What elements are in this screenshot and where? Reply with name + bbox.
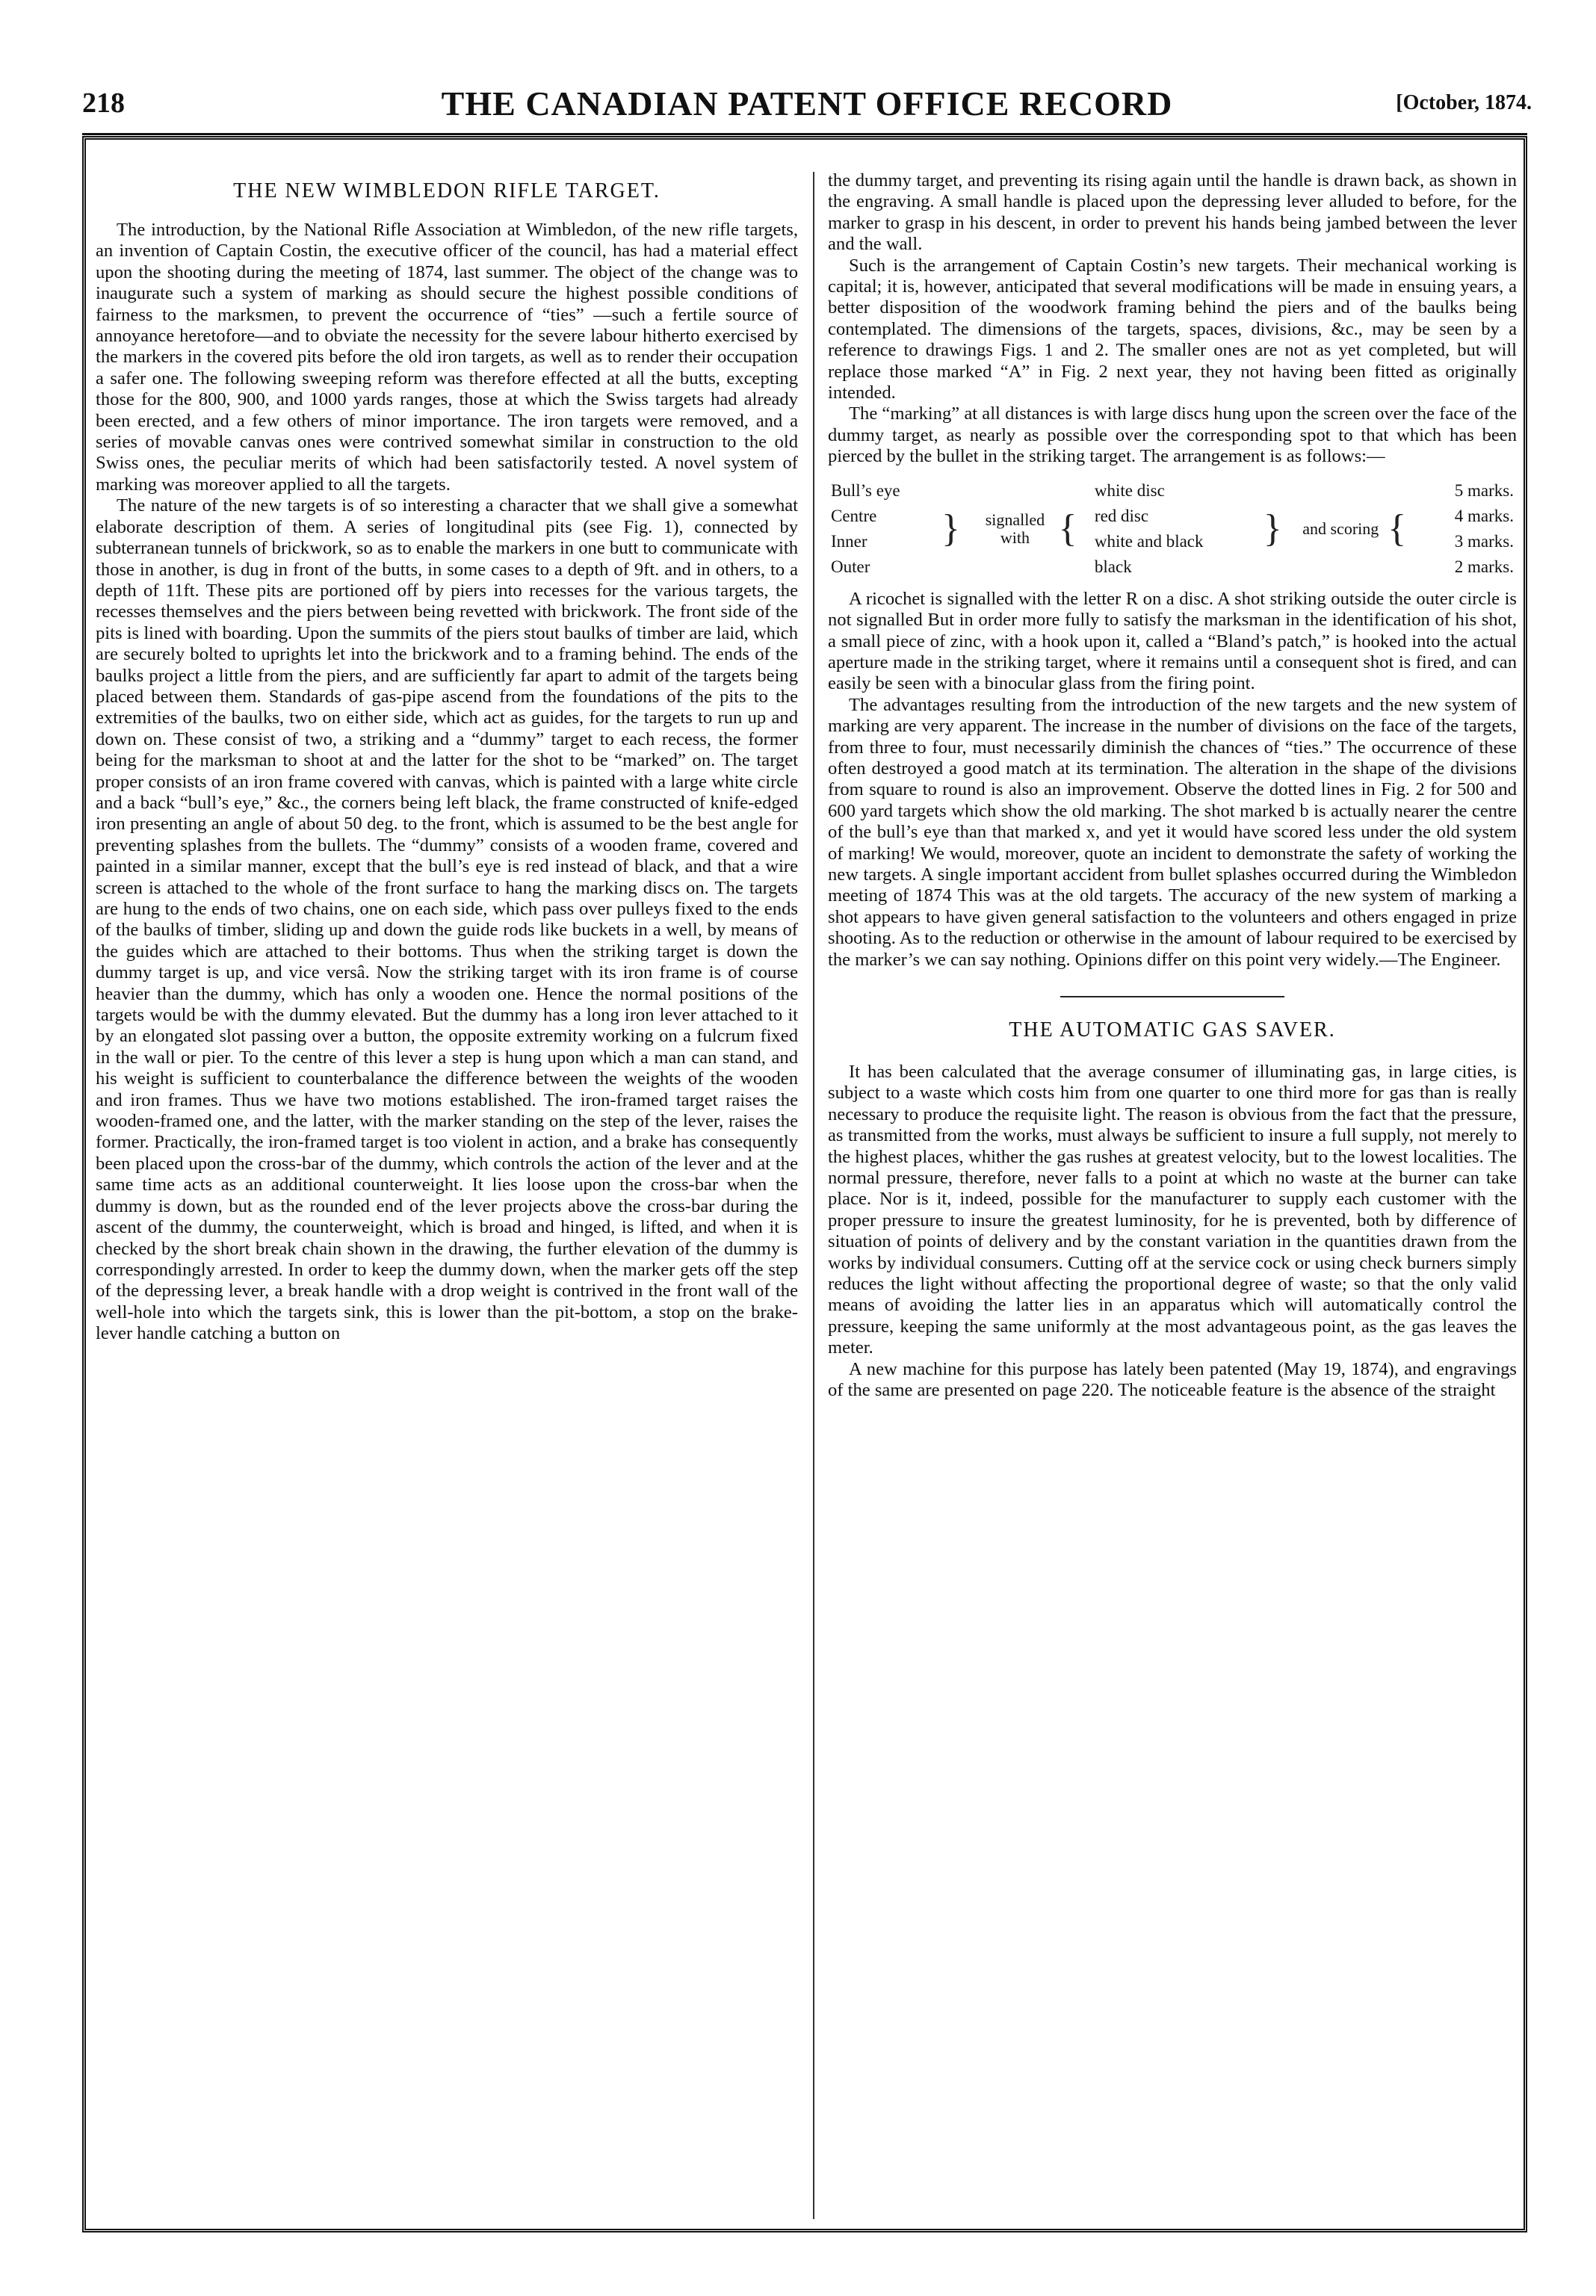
brace-icon: {	[1388, 507, 1407, 550]
article-title-gas-saver: THE AUTOMATIC GAS SAVER.	[1009, 1018, 1336, 1042]
issue-date: [October, 1874.	[1396, 91, 1532, 114]
target-zone: Inner	[831, 531, 867, 551]
paragraph: The advantages resulting from the introduction of the new targets and the new system of marking are very apparent. The increase in the number of divisions on the face of the targets, from three to four, must necessarily diminish the chances of “ties.” The occurrence of these often destroyed a good match at its termination. The alteration in the shape of the divisions from square to round is also an improvement. Observe the dotted lines in Fig. 2 for 500 and 600 yard targets which show the old marking. The shot marked b is actually nearer the centre of the bull’s eye than that marked x, and yet it would have scored less under the old system of marking! We would, moreover, quote an incident to demonstrate the safety of working the new targets. A single important accident from bullet splashes occurred during the Wimbledon meeting of 1874 This was at the old targets. The accuracy of the new system of marking a shot appears to have given general satisfaction to the volunteers and others engaged in prize shooting. As to the reduction or otherwise in the amount of labour required to be exercised by the marker’s we can say nothing. Opinions differ on this point very widely.—The Engineer.	[828, 694, 1517, 970]
signalled-with-label: signalled with	[985, 510, 1045, 547]
paragraph: The nature of the new targets is of so interesting a character that we shall give a somewhat elaborate description of them. A series of longitudinal pits (see Fig. 1), connected by subterranean tunnels of brickwork, so as to enable the markers in one butt to communicate with those in another, is dug in front of the butts, in some cases to a depth of 9ft. and in others, to a depth of 11ft. These pits are portioned off by piers into recesses for the various targets, the recesses themselves and the piers between being revetted with brickwork. The front side of the pits is lined with boarding. Upon the summits of the piers stout baulks of timber are laid, which are securely bolted to uprights let into the brickwork and to a framing behind. The ends of the baulks project a little from the piers, and are sufficiently far apart to admit of the targets being placed between them. Standards of gas-pipe ascend from the foundations of the pits to the extremities of the baulks, two on either side, which act as guides, for the targets to run up and down on. These consist of two, a striking and a “dummy” target to each recess, the former being for the marksman to shoot at and the latter for the shot to be “marked” on. The target proper consists of an iron frame covered with canvas, which is painted with a large white circle and a back “bull’s eye,” &c., the corners being left black, the frame constructed of knife-edged iron presenting an angle of about 50 deg. to the front, which is assumed to be the best angle for preventing splashes from the bullets. The “dummy” consists of a wooden frame, covered and painted in a similar manner, except that the bull’s eye is red instead of black, and that a wire screen is attached to the whole of the front surface to hang the marking discs on. The targets are hung to the ends of two chains, one on each side, which pass over pulleys fixed to the ends of the baulks of timber, sliding up and down the guide rods like buckets in a well, by means of the guides which are attached to their bottoms. Thus when the striking target is down the dummy target is up, and vice versâ. Now the striking target with its iron frame is of course heavier than the dummy, which has only a wooden one. Hence the normal positions of the targets would be with the dummy elevated. But the dummy has a long iron lever attached to it by an elongated slot passing over a button, the opposite extremity working on a fulcrum fixed in the wall or pier. To the centre of this lever a step is hung upon which a man can stand, and his weight is sufficient to counterbalance the difference between the weights of the wooden and iron frames. Thus we have two motions established. The iron-framed target raises the wooden-framed one, and the latter, with the marker standing on the step of the lever, raises the former. Practically, the iron-framed target is too violent in action, and a brake has consequently been placed upon the cross-bar of the dummy, which controls the action of the lever and at the same time acts as an additional counterweight. It lies loose upon the cross-bar when the dummy is down, but as the rounded end of the lever projects above the cross-bar during the ascent of the dummy, the counterweight, which is broad and hinged, is lifted, and when it is checked by the short break chain shown in the drawing, the further elevation of the dummy is correspondingly arrested. In order to keep the dummy down, when the marker gets off the step of the depressing lever, a break handle with a drop weight is contrived in the front wall of the well-hole into which the targets sink, this is lower than the pit-bottom, a stop on the brake-lever handle catching a button on	[96, 495, 798, 1344]
paragraph: The “marking” at all distances is with large discs hung upon the screen over the face of the dummy target, as nearly as possible over the corresponding spot to that which has been pierced by the bullet in the striking target. The arrangement is as follows:—	[828, 403, 1517, 467]
disc-type: black	[1094, 557, 1132, 576]
disc-type: white disc	[1094, 480, 1165, 500]
journal-title: THE CANADIAN PATENT OFFICE RECORD	[441, 84, 1173, 123]
target-zone: Bull’s eye	[831, 480, 900, 500]
column-divider	[813, 172, 814, 2219]
table-row	[828, 478, 1517, 504]
brace-icon: }	[941, 507, 960, 550]
score: 5 marks.	[1454, 480, 1514, 500]
target-zone: Outer	[831, 557, 870, 576]
section-divider	[1060, 996, 1284, 997]
score: 4 marks.	[1454, 506, 1514, 525]
page-number: 218	[82, 87, 125, 119]
article-title-wimbledon: THE NEW WIMBLEDON RIFLE TARGET.	[233, 179, 661, 202]
right-column	[828, 170, 1517, 2218]
and-scoring-label: and scoring	[1302, 519, 1379, 538]
left-column	[96, 170, 798, 2218]
score: 3 marks.	[1454, 531, 1514, 551]
disc-type: red disc	[1094, 506, 1149, 525]
brace-icon: {	[1058, 507, 1077, 550]
score: 2 marks.	[1454, 557, 1514, 576]
running-head	[82, 84, 1532, 129]
paragraph: the dummy target, and preventing its rising again until the handle is drawn back, as shown in the engraving. A small handle is placed upon the depressing lever alluded to before, for the marker to grasp in his descent, in order to prevent his hands being jambed between the lever and the wall.	[828, 170, 1517, 255]
target-zone: Centre	[831, 506, 877, 525]
paragraph: It has been calculated that the average consumer of illuminating gas, in large cities, is subject to a waste which costs him from one quarter to one third more for gas than is really necessary to produce the requisite light. The reason is obvious from the fact that the pressure, as transmitted from the works, must always be sufficient to insure a full supply, not merely to the highest places, whither the gas rushes at greatest velocity, but to the lowest localities. The normal pressure, therefore, never falls to a point at which no waste at the burner can take place. Nor is it, indeed, possible for the manufacturer to supply each customer with the proper pressure to insure the greatest luminosity, for he is prevented, both by difference of situation of points of delivery and by the constant variation in the quantities drawn from the works by individual consumers. Cutting off at the service cock or using check burners simply reduces the light without affecting the proportional degree of waste; so that the only valid means of avoiding the latter lies in an apparatus which will automatically control the pressure, keeping the same uniformly at the most advantageous point, as the gas leaves the meter.	[828, 1062, 1517, 1358]
header-rule	[82, 133, 1527, 135]
paragraph: The introduction, by the National Rifle Association at Wimbledon, of the new rifle targets, an invention of Captain Costin, the executive officer of the council, has had a material effect upon the shooting during the meeting of 1874, last summer. The object of the change was to inaugurate such a system of marking as should secure the highest possible conditions of fairness to the marksmen, to prevent the occurrence of “ties” —such a fertile source of annoyance heretofore—and to obviate the necessity for the severe labour hitherto exercised by the markers in the covered pits before the old iron targets, as well as to render their occupation a safer one. The following sweeping reform was therefore effected at all the butts, excepting those for the 800, 900, and 1000 yards ranges, those at which the Swiss targets had already been erected, and a few others of minor importance. The iron targets were removed, and a series of movable canvas ones were contrived somewhat similar in construction to the old Swiss ones, the peculiar merits of which had been satisfactorily tested. A novel system of marking was moreover applied to all the targets.	[96, 220, 798, 495]
marking-table	[828, 478, 1517, 580]
paragraph: A new machine for this purpose has lately been patented (May 19, 1874), and engravings of the same are presented on page 220. The noticeable feature is the absence of the straight	[828, 1358, 1517, 1401]
paragraph: Such is the arrangement of Captain Costin’s new targets. Their mechanical working is capital; it is, however, anticipated that several modifications will be made in ensuing years, a better disposition of the woodwork framing behind the piers and of the baulks being contemplated. The dimensions of the targets, spaces, divisions, &c., may be seen by a reference to drawings Figs. 1 and 2. The smaller ones are not as yet completed, but will replace those marked “A” in Fig. 2 next year, they not having been fitted as originally intended.	[828, 255, 1517, 403]
paragraph: A ricochet is signalled with the letter R on a disc. A shot striking outside the outer circle is not signalled But in order more fully to satisfy the marksman in the identification of his shot, a small piece of zinc, with a hook upon it, called a “Bland’s patch,” is hooked into the actual aperture made in the striking target, where it remains until a consequent shot is fired, and can easily be seen with a binocular glass from the firing point.	[828, 588, 1517, 694]
disc-type: white and black	[1094, 531, 1204, 551]
brace-icon: }	[1263, 507, 1282, 550]
